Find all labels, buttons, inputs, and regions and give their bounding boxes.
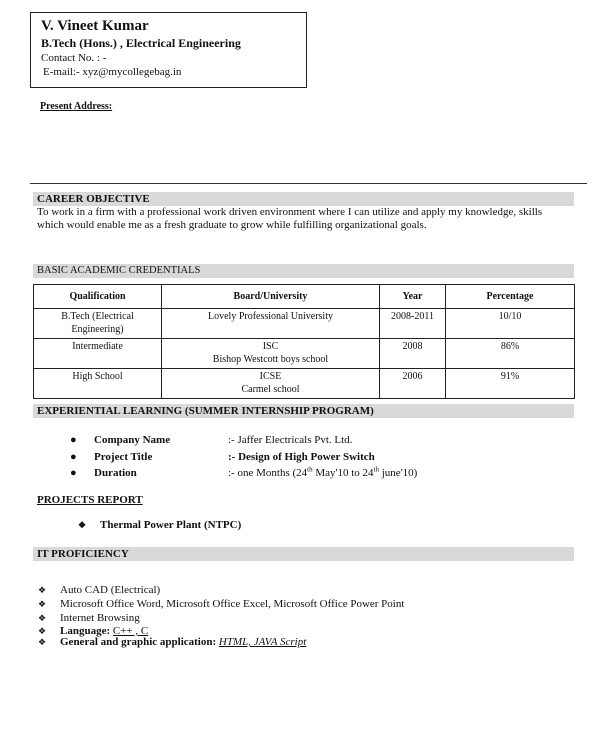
career-objective-text: To work in a firm with a professional work driven environment where I can utilize and apply my knowledge, skills which would enable me as a fresh graduate to grow while fulfilling organizational goals. — [37, 206, 543, 231]
list-item — [38, 635, 306, 649]
item-label: Company Name — [94, 434, 171, 446]
list-item — [38, 611, 140, 625]
diamond-bullet-icon: ❖ — [38, 585, 47, 595]
header-qualification: Qualification — [34, 285, 162, 309]
diamond-bullet-icon: ❖ — [38, 613, 47, 623]
language-value: C++ , C — [112, 625, 149, 637]
divider-line — [30, 183, 587, 184]
contact-number: Contact No. : - — [41, 52, 107, 64]
cell-qualification: B.Tech (Electrical Engineering) — [34, 309, 162, 339]
table-row — [34, 339, 575, 369]
table-row — [34, 369, 575, 399]
cell-qualification: High School — [34, 369, 162, 399]
cell-year: 2008 — [380, 339, 446, 369]
list-item — [70, 466, 417, 480]
cell-board — [162, 369, 380, 399]
general-value: HTML, JAVA Script — [218, 636, 307, 648]
cell-board — [162, 339, 380, 369]
present-address-label: Present Address: — [40, 101, 113, 112]
cell-percentage: 91% — [446, 369, 575, 399]
bullet-icon: ● — [70, 451, 77, 463]
school-name: Bishop Westcott boys school — [212, 354, 329, 365]
bullet-icon: ● — [70, 434, 77, 446]
header-year: Year — [380, 285, 446, 309]
school-name: Carmel school — [241, 384, 300, 395]
candidate-name: V. Vineet Kumar — [41, 18, 149, 34]
cell-percentage: 86% — [446, 339, 575, 369]
table-row — [34, 309, 575, 339]
board-name: ISC — [262, 341, 279, 352]
board-name: ICSE — [259, 371, 282, 382]
project-item: ❖ Thermal Power Plant (NTPC) — [78, 519, 242, 531]
degree: B.Tech (Hons.) , Electrical Engineering — [41, 36, 241, 50]
item-value: :- one Months (24th May'10 to 24th june'10) — [228, 465, 418, 479]
diamond-bullet-icon: ❖ — [38, 599, 47, 609]
list-item — [70, 450, 375, 464]
academic-heading: BASIC ACADEMIC CREDENTIALS — [33, 264, 574, 278]
header-box — [30, 12, 307, 88]
career-objective-heading: CAREER OBJECTIVE — [33, 192, 574, 206]
diamond-bullet-icon: ❖ — [38, 637, 47, 647]
cell-year: 2006 — [380, 369, 446, 399]
general-label: General and graphic application: — [60, 636, 217, 648]
cell-board — [162, 309, 380, 339]
cell-year: 2008-2011 — [380, 309, 446, 339]
cell-percentage: 10/10 — [446, 309, 575, 339]
list-item — [70, 433, 352, 447]
list-item — [38, 583, 160, 597]
experiential-heading: EXPERIENTIAL LEARNING (SUMMER INTERNSHIP PROGRAM) — [33, 404, 574, 418]
item-text: Microsoft Office Word, Microsoft Office Excel, Microsoft Office Power Point — [60, 598, 405, 610]
diamond-bullet-icon: ❖ — [38, 626, 47, 636]
table-header-row — [34, 285, 575, 309]
diamond-bullet-icon: ❖ — [78, 520, 87, 530]
academic-table — [33, 284, 575, 399]
bullet-icon: ● — [70, 467, 77, 479]
item-text: Internet Browsing — [60, 612, 140, 624]
language-label: Language: — [60, 625, 111, 637]
header-percentage: Percentage — [446, 285, 575, 309]
it-proficiency-heading: IT PROFICIENCY — [33, 547, 574, 561]
header-board: Board/University — [162, 285, 380, 309]
item-text: Auto CAD (Electrical) — [60, 584, 161, 596]
item-label: Project Title — [94, 451, 153, 463]
board-name: Lovely Professional University — [208, 311, 333, 322]
item-value: :- Design of High Power Switch — [228, 451, 375, 463]
item-label: Duration — [94, 467, 137, 479]
projects-heading: PROJECTS REPORT — [37, 494, 143, 506]
item-value: :- Jaffer Electricals Pvt. Ltd. — [228, 434, 353, 446]
email: E-mail:- xyz@mycollegebag.in — [43, 66, 182, 78]
list-item — [38, 597, 404, 611]
cell-qualification: Intermediate — [34, 339, 162, 369]
